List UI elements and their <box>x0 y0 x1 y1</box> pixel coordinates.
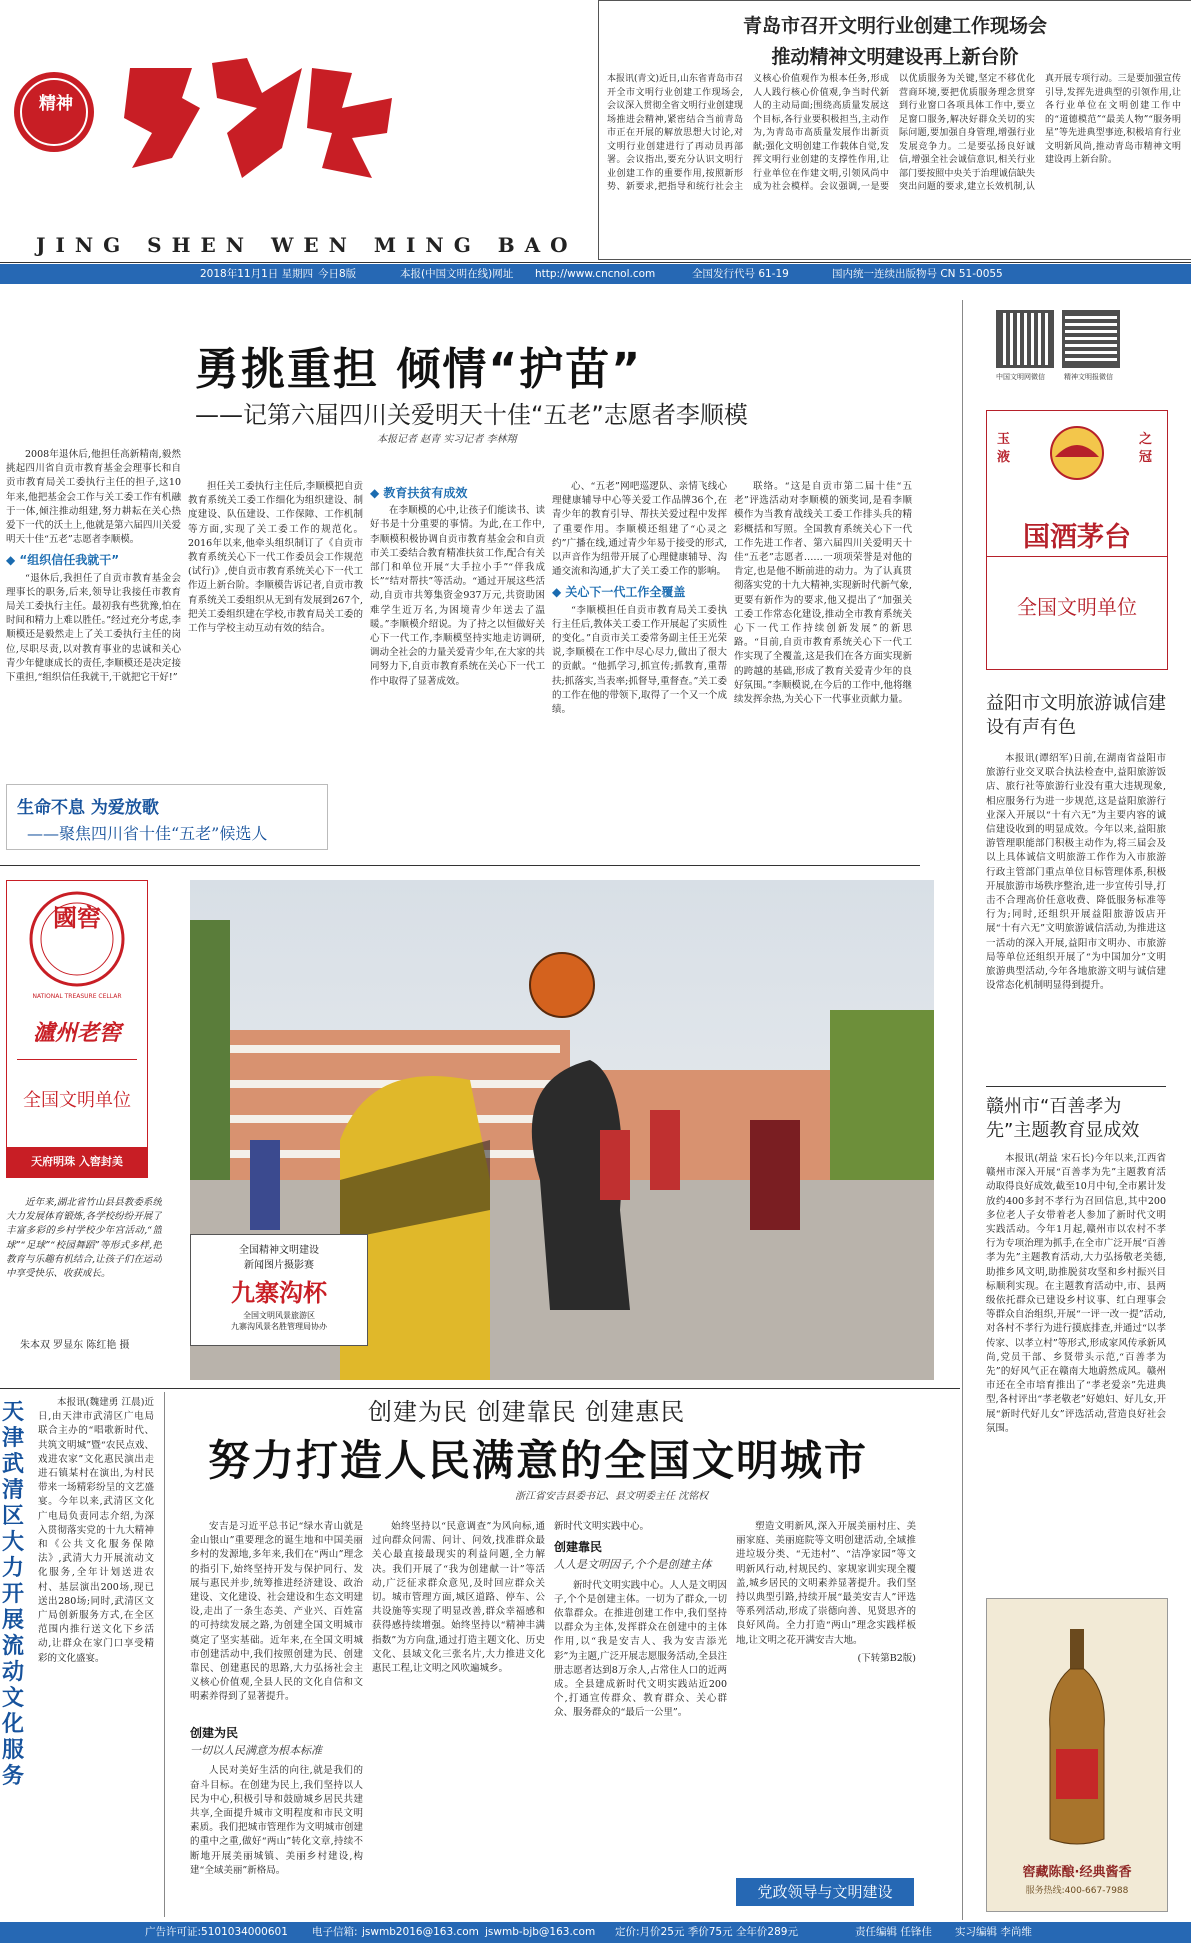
main-col-4 <box>552 480 727 900</box>
sidebar-a-title: 益阳市文明旅游诚信建设有声有色 <box>986 693 1166 738</box>
ad-maotai-brand: 国酒茅台 <box>1023 522 1131 553</box>
luzhou-slogan: 全国文明单位 <box>23 1090 131 1111</box>
qr-label-1: 中国文明网微信 <box>996 373 1045 381</box>
footer-email-2[interactable]: jswmb-bjb@163.com <box>485 1926 596 1938</box>
main-subhead-3: ◆ 关心下一代工作全覆盖 <box>552 585 686 600</box>
sidebar-a-body: 本报讯(谭绍军)日前,在湖南省益阳市旅游行业交叉联合执法检查中,益阳旅游饭店、旅行社等旅游行业没有重大违规现象,相应服务行为进一步规范,这是益阳旅游行业深入开展以“十有六无”为主要内容的诚信建设收到的明显成效。今年以来,益阳旅游管理职能部门积极主动作为,将三届会及以上具体诚信文明旅游工作作为入市旅游行政主管部门重点单位目标管理体系,积极开展旅游市场秩序整治,进一步宣传引导,打击不合理高价任意收费、降低服务标准等行为;同时,还组织开展益阳旅游饭店开展“十有六无”文明旅游诚信活动,为推进这一活动的深入开展,益阳市文明办、市旅游局等单位还组织开展了“为中国加分”文明旅游典型活动,今年各地旅游文明与诚信建设常态化机制明显得到提升。 <box>986 753 1166 992</box>
lead-sub2-lead: 人人是文明因子,个个是创建主体 <box>554 1558 712 1572</box>
qr-code-2-icon[interactable] <box>1062 310 1120 368</box>
site-label: 本报(中国文明在线)网址 <box>400 268 514 280</box>
main-subhead-1: ◆ “组织信任我就干” <box>6 553 120 568</box>
lead-col-3: 始终坚持以“民意调查”为风向标,通过向群众问需、问计、问效,找准群众最关心最直接最现实的利益问题,全力解决。我们开展了“我为创建献一计”等活动,广泛征求群众意见,及时回应群众关切。城市管理方面,城区道路、停车、公共设施等实现了明显改善,群众幸福感和获得感持续增强。始终坚持以“精神丰满指数”为方向盘,通过打造主题文化、历史文化、县域文化三张名片,大力推进文化惠民工程,让文明之风吹遍城乡。 <box>372 1521 545 1675</box>
footer-editor: 责任编辑 任锋佳 <box>855 1926 932 1938</box>
promo-box[interactable] <box>6 784 328 850</box>
main-col-5-text: 联络。“这是自贡市第二届十佳“五老”评选活动对李顺模的颁奖词,是看李顺模作为当教育战线关工委工作排头兵的精彩概括和写照。全国教育系统关心下一代工作先进工作者、第六届四川关爱明天十佳“五老”志愿者……一项项荣誉是对他的肯定,也是他不断前进的动力。为了认真贯彻落实党的十九大精神,实现新时代新气象,更要有新作为的要求,他又提出了“加强关工委工作常态化建设,推动全市教育系统关心下一代工作持续创新发展”的新思路。“目前,自贡市教育系统关心下一代工作实现了全覆盖,这是我们在各方面实现新的跨越的基础,形成了教育关爱青少年的良好氛围。”李顺模说,在今后的工作中,他将继续发挥余热,为关心下一代事业贡献力量。 <box>734 481 912 706</box>
luzhou-footer: 天府明珠 入窖封美 <box>7 1147 147 1177</box>
ad-maotai[interactable] <box>986 410 1168 670</box>
logo-seal-text: 精神 <box>39 94 73 114</box>
main-col-1b-text: “退休后,我担任了自贡市教育基金会理事长的职务,后来,领导让我接任市教育局关工委执行主任。最初我有些犹豫,怕在时间和精力上难以胜任。”经过充分考虑,李顺模还是毅然走上了关工委执行主任的岗位,尽职尽责,以对教育事业的忠诚和关心青少年健康成长的责任,李顺模还是决定接下重担,“组织信任我就干,干就把它干好!” <box>6 572 181 684</box>
luzhou-crest-text: 國窖 <box>53 903 101 932</box>
top-story-title-2: 推动精神文明建设再上新台阶 <box>771 46 1019 68</box>
lead-sub1-lead: 一切以人民满意为根本标准 <box>190 1744 322 1758</box>
badge-line-2: 新闻图片摄影赛 <box>244 1260 314 1271</box>
vertical-story-body: 本报讯(魏建勇 江晨)近日,由天津市武清区广电局联合主办的“唱歌新时代、共筑文明城”暨“农民点戏、戏进农家”文化惠民演出走进石镇某村在演出,为村民带来一场精彩纷呈的文艺盛宴。今年以来,武清区文化广电局负责同志介绍,为深入贯彻落实党的十九大精神和《公共文化服务保障法》,武清大力开展流动文化服务,全年计划送进农村、基层演出200场,现已送出280场;同时,武清区文广局创新服务方式,在全区范围内推行送文化下乡活动,让群众在家门口享受精彩的文化盛宴。 <box>38 1397 154 1664</box>
maotai-emblem-icon <box>1037 423 1117 483</box>
badge-title: 九寨沟杯 <box>231 1279 327 1307</box>
footer-email-label: 电子信箱: <box>312 1926 358 1938</box>
section-tag[interactable]: 党政领导与文明建设 <box>736 1878 914 1906</box>
lead-byline: 浙江省安吉县委书记、县文明委主任 沈铭权 <box>515 1491 709 1502</box>
badge-org-1: 全国文明风景旅游区 <box>243 1311 315 1320</box>
sidebar-b-body: 本报讯(胡益 宋石长)今年以来,江西省赣州市深入开展“百善孝为先”主题教育活动取得良好成效,截至10月中旬,全市累计发放约400多封不孝行为召回信息,其中200多位老人子女带着老人参加了新时代文明实践活动。今年1月起,赣州市以农村不孝行为专项治理为抓手,在全市广泛开展“百善孝为先”主题教育活动,大力弘扬敬老美德,助推乡风文明,助推脱贫攻坚和乡村振兴目标顺利实现。在主题教育活动中,市、县两级依托群众已建设乡村议事、红白理事会等群众自治组织,开展“一评一改一提”活动,对各村不孝行为进行摸底排查,并通过“以孝传家、以孝立村”等形式,形成家风传承新风尚,党员干部、乡贤带头示范,“百善孝为先”的好风气正在赣南大地蔚然成风。赣州市还在全市培育推出了“孝老爱亲”先进典型,各村评出“孝老敬老”好媳妇、好儿女,开展“新时代好儿女”评选活动,营造良好社会氛围。 <box>986 1153 1166 1434</box>
ad-liquor[interactable] <box>986 1598 1168 1912</box>
main-col-3-text: 在李顺模的心中,让孩子们能读书、读好书是十分重要的事情。为此,在工作中,李顺模积极协调自贡市教育基金会和自贡市关工委结合教育精准扶贫工作,配合有关部门和单位开展“大手拉小手”“伴我成长”“结对帮扶”等活动。“通过开展这些活动,自贡市共筹集资金937万元,共资助困难学生近万名,为困境青少年送去了温暖。”李顺模介绍说。为了持之以恒做好关心下一代工作,李顺模坚持实地走访调研,调动全社会的力量关爱青少年,在大家的共同努力下,自贡市教育系统在关心下一代工作中取得了显著成效。 <box>370 505 545 687</box>
main-subtitle: ——记第六届四川关爱明天十佳“五老”志愿者李顺模 <box>195 401 748 429</box>
date: 2018年11月1日 星期四 <box>200 268 314 280</box>
ad-maotai-right-text: 之冠 <box>1139 432 1153 465</box>
badge-org-2: 九寨沟风景名胜管理局协办 <box>231 1322 327 1331</box>
footer-email-1[interactable]: jswmb2016@163.com <box>362 1926 479 1938</box>
footer-license: 广告许可证:5101034000601 <box>145 1926 288 1938</box>
promo-title: 生命不息 为爱放歌 <box>17 798 159 818</box>
ad-maotai-left-text: 玉液 <box>997 432 1011 465</box>
site-url[interactable]: http://www.cncnol.com <box>535 268 656 280</box>
lead-subhead-2: 创建靠民 <box>554 1540 603 1555</box>
main-title: 勇挑重担 倾情“护苗” <box>195 344 643 395</box>
footer-proof: 实习编辑 李尚维 <box>955 1926 1032 1938</box>
top-story-title-1: 青岛市召开文明行业创建工作现场会 <box>742 15 1047 37</box>
lead-col-4-intro: 新时代文明实践中心。 <box>554 1521 650 1532</box>
lead-kicker: 创建为民 创建靠民 创建惠民 <box>368 1398 686 1426</box>
lead-title: 努力打造人民满意的全国文明城市 <box>208 1436 869 1485</box>
lead-col-1: 安吉是习近平总书记“绿水青山就是金山银山”重要理念的诞生地和中国美丽乡村的发源地,多年来,我们在“两山”理念的指引下,始终坚持开发与保护同行、发展与惠民并步,统筹推进经济建设、政治建设、文化建设、社会建设和生态文明建设,走出了一条生态美、产业兴、百姓富的可持续发展之路,为创建全国文明城市奠定了坚实基础。近年来,在全国文明城市创建活动中,我们按照创建为民、创建靠民、创建惠民的思路,大力弘扬社会主义核心价值观,全县人民的文化自信和文明素养得到了显著提升。 <box>190 1521 363 1703</box>
main-col-3 <box>370 480 545 900</box>
masthead-pinyin: JING SHEN WEN MING BAO <box>36 233 578 257</box>
main-col-2-text: 担任关工委执行主任后,李顺模把自贡教育系统关工委工作细化为组织建设、制度建设、队伍建设、工作保障、工作机制等方面,实现了关工委工作的规范化。2016年以来,他牵头组织制订了《自贡市教育系统关心下一代工作委员会工作规范(试行)》,使自贡市教育系统关心下一代工作迈上新台阶。李顺模告诉记者,自贡市教育系统关工委组织从无到有发展到267个,把关工委组织建在学校,市教育局关工委的工作与学校主动互动有效的结合。 <box>188 481 363 635</box>
luzhou-brand: 瀘州老窖 <box>32 1021 121 1046</box>
luzhou-tagline: NATIONAL TREASURE CELLAR <box>32 993 122 1000</box>
edition: 今日8版 <box>318 268 357 280</box>
photo-contest-badge <box>190 1234 368 1346</box>
sidebar-b-title: 赣州市“百善孝为先”主题教育显成效 <box>986 1096 1140 1141</box>
main-col-5 <box>734 480 912 900</box>
main-col-4-text: 心、“五老”网吧巡逻队、亲情飞线心理健康辅导中心等关爱工作品牌36个,在青少年的教育引导、帮扶关爱过程中发挥了重要作用。李顺模还组建了“心灵之约”广播在线,通过青少年易于接受的形式,以声音作为纽带开展了心理健康辅导、沟通交流和沟通,扩大了关工委工作的影响。 <box>552 481 727 578</box>
continued-note[interactable]: (下转第B2版) <box>857 1652 916 1664</box>
main-byline: 本报记者 赵青 实习记者 李林翔 <box>377 434 517 445</box>
luzhou-ad[interactable] <box>6 880 148 1178</box>
lead-col-5: 塑造文明新风,深入开展美丽村庄、美丽家庭、美丽庭院等文明创建活动,全域推进垃圾分类、“无违村”、“洁净家园”等文明新风行动,村规民约、家规家训实现全覆盖,城乡居民的文明素养显著提升。我们坚持以典型引路,持续开展“最美安吉人”评选等系列活动,形成了崇德向善、见贤思齐的良好风尚。全力打造“两山”理念实践样板地,让文明之花开满安吉大地。 (下转第B2版) <box>736 1520 916 1870</box>
date-bar <box>0 264 1191 284</box>
ad-liquor-sub: 服务热线:400-667-7988 <box>1025 1886 1129 1896</box>
badge-line-1: 全国精神文明建设 <box>239 1245 319 1256</box>
photo-credit: 朱本双 罗显东 陈红艳 摄 <box>20 1340 130 1351</box>
top-story <box>598 0 1191 260</box>
cn-code: 国内统一连续出版物号 CN 51-0055 <box>832 268 1003 280</box>
footer-price: 定价:月价25元 季价75元 全年价289元 <box>615 1926 798 1938</box>
promo-subtitle: ——聚焦四川省十佳“五老”候选人 <box>27 824 268 843</box>
masthead-title <box>150 180 153 181</box>
footer-bar <box>0 1922 1191 1943</box>
top-story-body: 本报讯(青文)近日,山东省青岛市召开全市文明行业创建工作现场会,会议深入贯彻全省文明行业创建现场推进会精神,紧密结合当前青岛市正在开展的解放思想大讨论,对文明行业创建进行了再动员再部署。会议指出,要充分认识文明行业创建工作的重要作用,按照新形势、新要求,把指导和统行社会主义核心价值观作为根本任务,形成人人践行核心价值观,争当时代新人的主动局面;围绕高质量发展这个目标,各行业要积极担当,主动作为,为青岛市高质量发展作出新贡献;强化文明创建工作载体自觉,发挥文明行业创建的支撑性作用,让行业单位在作建文明,引领风尚中成为社会模样。会议强调,一是要以优质服务为关键,坚定不移优化营商环境,要把优质服务理念贯穿到行业窗口各项具体工作中,要立足窗口服务,解决好群众关切的实际问题,要加强自身管理,增强行业发展竞争力。二是要弘扬良好诚信,增强全社会诚信意识,相关行业部门要按照中央关于治理诚信缺失突出问题的要求,建立长效机制,认真开展专项行动。三是要加强宣传引导,发挥先进典型的引领作用,让各行业单位在文明创建工作中的“道德模范”“最美人物”“服务明星”等先进典型事迹,积极培育行业文明新风尚,推动青岛市精神文明建设再上新台阶。 <box>607 74 1181 192</box>
qr-code-1-icon[interactable] <box>996 310 1054 368</box>
liquor-bottle-icon <box>1042 1629 1112 1849</box>
lead-subhead-1: 创建为民 <box>190 1726 239 1740</box>
ad-liquor-caption: 窖藏陈酿·经典酱香 <box>1022 1865 1132 1880</box>
photo-caption: 近年来,湖北省竹山县县教委系统大力发展体育锻炼,各学校纷纷开展了丰富多彩的乡村学校少年宫活动,“篮球”“足球”“校园舞蹈”等形式多样,把教育与乐趣有机结合,让孩子们在运动中享受快乐、收获成长。 <box>6 1197 162 1280</box>
ad-maotai-slogan: 全国文明单位 <box>1017 595 1137 619</box>
main-col-1-text: 2008年退休后,他担任高新精南,毅然挑起四川省自贡市教育基金会理事长和自贡市教育局关工委执行主任的担子,这10年来,他把基金会工作与关工委工作有机融于一体,倾注推动组建,努力耕耘在关心热爱下一代的沃土上,他就是第六届四川关爱明天十佳“五老”志愿者李顺模。 <box>6 449 181 546</box>
vertical-story-title: 天津武清区大力开展流动文化服务 <box>2 1400 25 1789</box>
main-col-1 <box>6 448 181 734</box>
qr-area <box>996 310 1146 390</box>
masthead <box>0 0 592 260</box>
issue-code: 全国发行代号 61-19 <box>692 268 789 280</box>
lead-col-2: 创建为民 一切以人民满意为根本标准 人民对美好生活的向往,就是我们的奋斗目标。在创建为民上,我们坚持以人民为中心,积极引导和鼓励城乡居民共建共享,全面提升城市文明程度和市民文明素质。我们把城市管理作为文明城市创建的重中之重,做好“两山”转化文章,持续不断地开展美丽城镇、美丽乡村建设,构建“全域美丽”新格局。 <box>190 1726 363 1876</box>
main-col-4b-text: “李顺模担任自贡市教育局关工委执行主任后,教体关工委工作开展起了实质性的变化。”自贡市关工委常务副主任王光荣说,李顺模在工作中尽心尽力,做出了很大的贡献。“他抓学习,抓宣传;抓教育,重帮扶;抓落实,当表率;抓督导,重督查。”关工委的工作在他的带领下,取得了一个又一个成绩。 <box>552 604 727 716</box>
qr-label-2: 精神文明报微信 <box>1064 373 1113 381</box>
lead-col-4: 新时代文明实践中心。 创建靠民 人人是文明因子,个个是创建主体 新时代文明实践中心。人人是文明因子,个个是创建主体。一切为了群众,一切依靠群众。在推进创建工作中,我们坚持以群众为主体,发挥群众在创建中的主体作用,以“我是安吉人、我为安吉添光彩”为主题,广泛开展志愿服务活动,全县注册志愿者达到8万余人,占常住人口的近两成。全县建成新时代文明实践站近200个,打通宣传群众、教育群众、关心群众、服务群众的“最后一公里”。 <box>554 1521 727 1719</box>
main-subhead-2: ◆ 教育扶贫有成效 <box>370 486 468 500</box>
